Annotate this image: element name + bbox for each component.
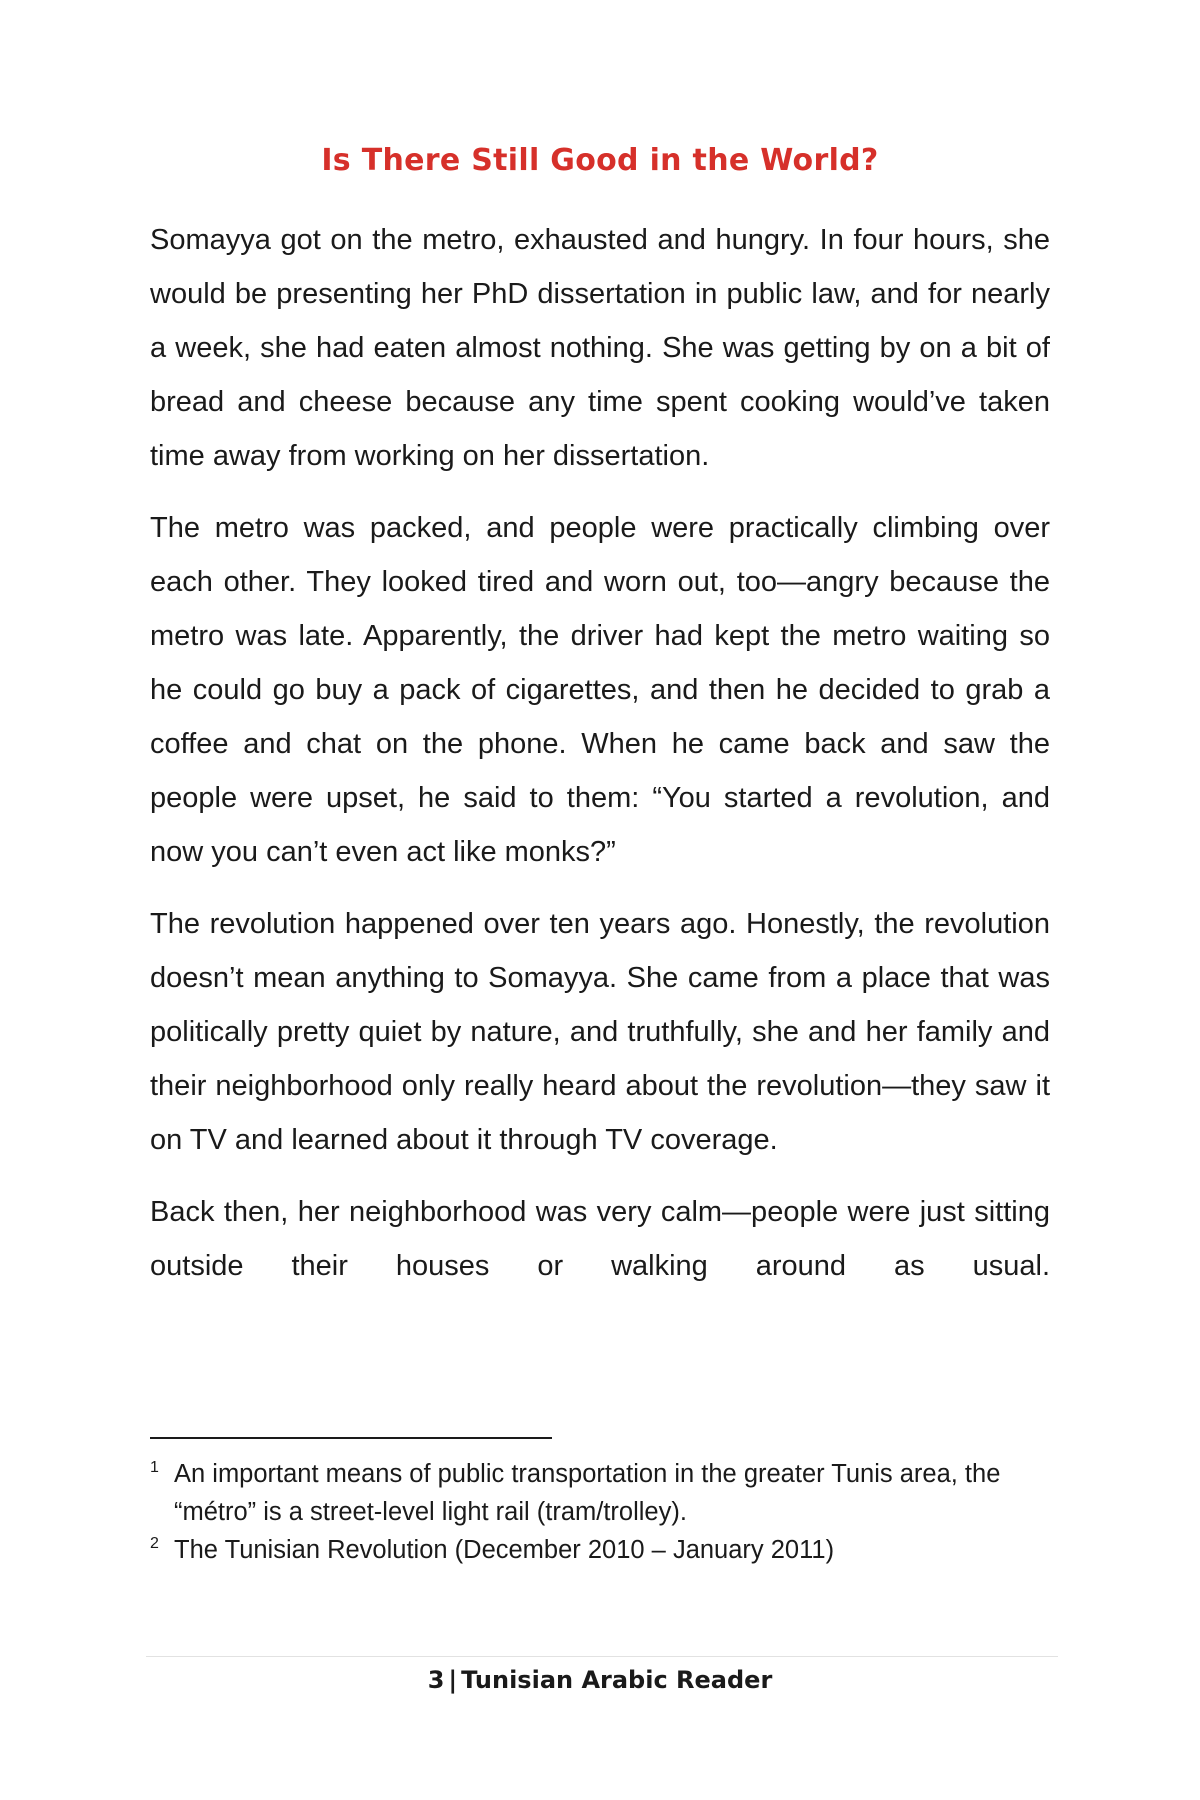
paragraph-1: Somayya got on the metro, exhausted and hungry. In four hours, she would be presenting her PhD dissertation in public law, and for nearly a week, she had eaten almost nothing. She was getting by on a bit of bread and cheese because any time spent cooking would’ve taken time away from working on her dissertation. <box>150 224 1050 472</box>
page-footer <box>150 1666 1050 1694</box>
footnote-2 <box>150 1531 1050 1569</box>
paragraph-2: The metro was packed, and people were practically climbing over each other. They looked tired and worn out, too—angry because the metro was late. Apparently, the driver had kept the metro waiting so he could go buy a pack of cigarettes, and then he decided to grab a coffee and chat on the phone. When he came back and saw the people were upset, he said to them: “You started a revolution, and now you can’t even act like monks?” <box>150 512 1050 868</box>
footnote-1-text: An important means of public transportation in the greater Tunis area, the “métro” is a street-level light rail (tram/trolley). <box>174 1460 1001 1526</box>
paragraph-4: Back then, her neighborhood was very calm—people were just sitting outside their houses or walking around as usual. <box>150 1196 1050 1282</box>
footnote-1 <box>150 1455 1050 1531</box>
footnote-1-number: 1 <box>150 1459 159 1476</box>
paragraph-3: The revolution happened over ten years ago. Honestly, the revolution doesn’t mean anything to Somayya. She came from a place that was politically pretty quiet by nature, and truthfully, she and her family and their neighborhood only really heard about the revolution—they saw it on TV and learned about it through TV coverage. <box>150 908 1050 1156</box>
body-text <box>150 213 1050 1311</box>
book-title: Tunisian Arabic Reader <box>461 1666 773 1694</box>
chapter-title: Is There Still Good in the World? <box>321 143 879 178</box>
footnote-2-text: The Tunisian Revolution (December 2010 – January 2011) <box>174 1536 835 1564</box>
page-number: 3 <box>427 1666 445 1694</box>
footnote-divider <box>150 1437 552 1439</box>
footer-separator: | <box>448 1666 458 1694</box>
footnotes <box>150 1455 1050 1569</box>
footnote-2-number: 2 <box>150 1535 159 1552</box>
footer-divider <box>146 1656 1058 1657</box>
